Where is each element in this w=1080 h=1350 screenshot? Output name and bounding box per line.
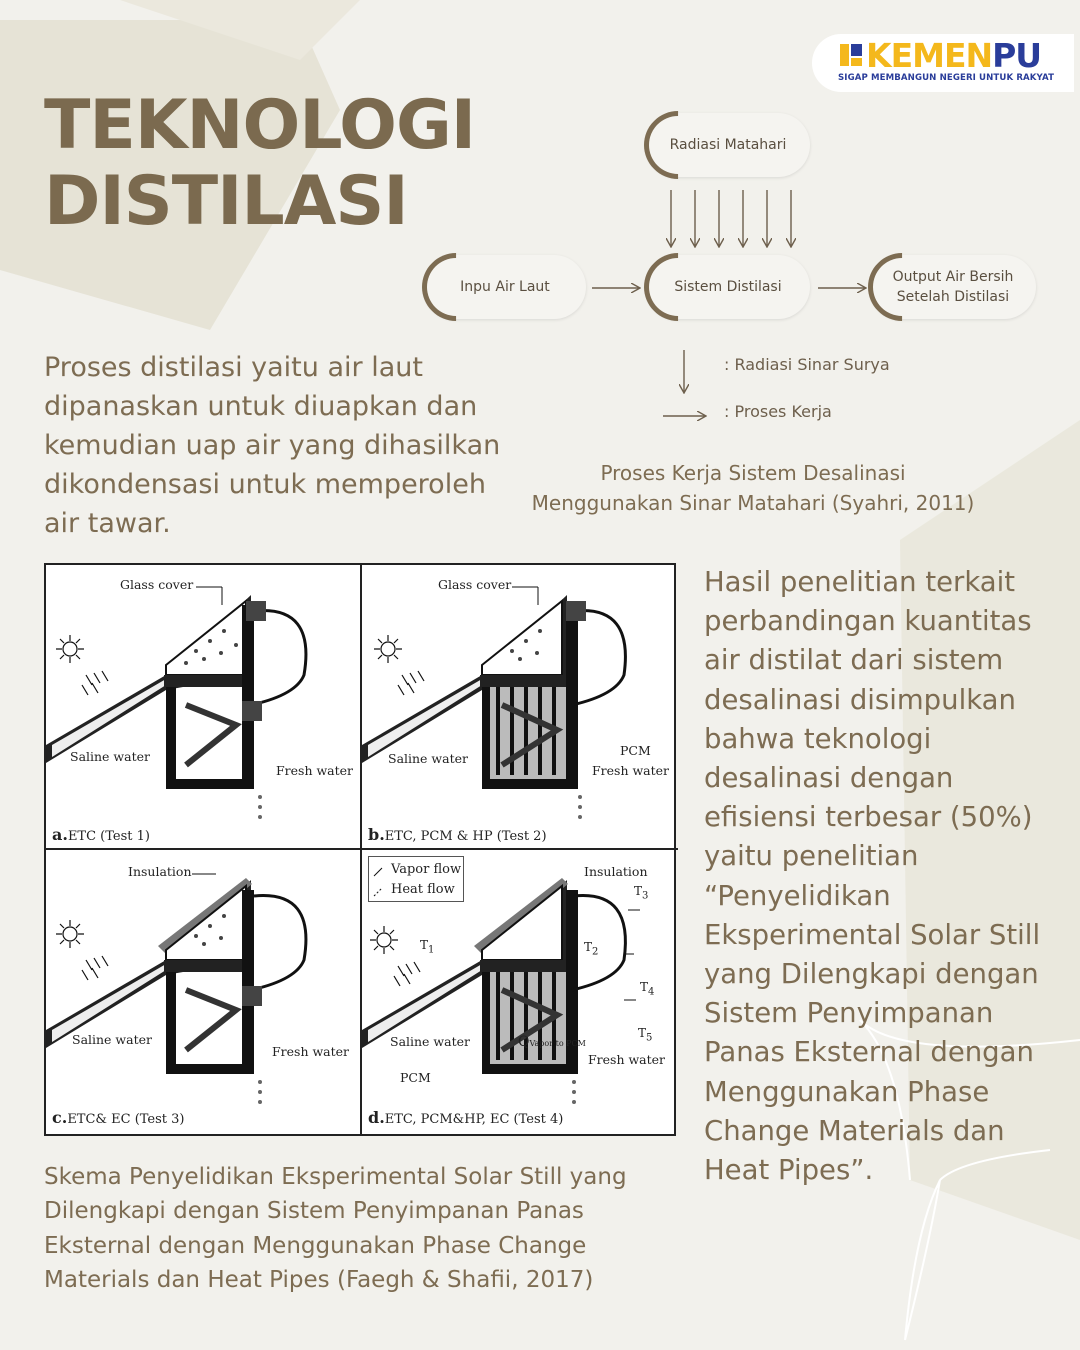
intro-paragraph: Proses distilasi yaitu air laut dipanaskan untuk diuapkan dan kemudian uap air yang dihasilkan dikondensasi untuk memperoleh air tawar. [44, 352, 501, 539]
legend-vapor-flow: Vapor flow [391, 862, 462, 877]
figure-panel-b [362, 565, 678, 850]
figure-panel-d [362, 850, 678, 1135]
logo-tagline: SIGAP MEMBANGUN NEGERI UNTUK RAKYAT [838, 73, 1055, 83]
pill-input-air-laut: Inpu Air Laut [424, 255, 586, 319]
flow-caption-line-2: Menggunakan Sinar Matahari (Syahri, 2011) [531, 491, 975, 515]
panel-caption-c: c.ETC& EC (Test 3) [52, 1108, 185, 1127]
label-glass-cover-b: Glass cover [438, 577, 512, 592]
label-pcm-d: PCM [400, 1070, 431, 1085]
legend-process: : Proses Kerja [724, 402, 832, 421]
legend-radiation: : Radiasi Sinar Surya [724, 355, 890, 374]
logo-wordmark: KEMENPU [866, 36, 1042, 75]
solar-still-drawing-a [46, 565, 362, 850]
flow-caption-line-1: Proses Kerja Sistem Desalinasi [600, 461, 906, 485]
panel-caption-b: b.ETC, PCM & HP (Test 2) [368, 825, 547, 844]
label-pcm-b: PCM [620, 743, 651, 758]
label-insulation-d: Insulation [584, 864, 648, 879]
figure-panel-c [46, 850, 362, 1135]
figure-caption: Skema Penyelidikan Eksperimental Solar Still yang Dilengkapi dengan Sistem Penyimpanan Panas Eksternal dengan Menggunakan Phase Change Materials dan Heat Pipes (Faegh & Shafii, 2017) [44, 1164, 627, 1293]
label-t2: $T_2$ [584, 940, 599, 958]
title-line-1: TEKNOLOGI [44, 86, 476, 165]
panel-caption-d: d.ETC, PCM&HP, EC (Test 4) [368, 1108, 564, 1127]
label-t1: $T_1$ [420, 938, 435, 956]
legend-heat-flow: Heat flow [391, 882, 455, 897]
label-saline-water-c: Saline water [72, 1032, 152, 1047]
label-insulation-c: Insulation [128, 864, 192, 879]
label-glass-cover-a: Glass cover [120, 577, 194, 592]
label-saline-water-d: Saline water [390, 1034, 470, 1049]
panel-caption-a: a.ETC (Test 1) [52, 825, 150, 844]
title-line-2: DISTILASI [44, 162, 408, 241]
results-paragraph: Hasil penelitian terkait perbandingan kuantitas air distilat dari sistem desalinasi disimpulkan bahwa teknologi desalinasi dengan efisiensi terbesar (50%) yaitu penelitian “Penyelidikan Eksperimental Solar Still yang Dilengkapi dengan Sistem Penyimpanan Panas Eksternal dengan Menggunakan Phase Change Materials dan Heat Pipes”. [704, 566, 1041, 1187]
figure-legend [368, 856, 464, 902]
output-line-1: Output Air Bersih [892, 269, 1014, 285]
label-saline-water-a: Saline water [70, 749, 150, 764]
label-fresh-water-a: Fresh water [276, 763, 354, 778]
label-fresh-water-c: Fresh water [272, 1044, 350, 1059]
pill-radiasi-matahari: Radiasi Matahari [646, 113, 810, 177]
label-fresh-water-d: Fresh water [588, 1052, 666, 1067]
label-t4: $T_4$ [640, 980, 655, 998]
label-fresh-water-b: Fresh water [592, 763, 670, 778]
label-t5: $T_5$ [638, 1026, 653, 1044]
label-saline-water-b: Saline water [388, 751, 468, 766]
label-t3: $T_3$ [634, 884, 649, 902]
solar-still-drawing-b [362, 565, 678, 850]
output-line-2: Setelah Distilasi [896, 289, 1010, 305]
figure-panel-a [46, 565, 362, 850]
flow-diagram-caption [520, 458, 986, 518]
pill-sistem-distilasi: Sistem Distilasi [646, 255, 810, 319]
solar-still-drawing-c [46, 850, 362, 1135]
label-q-vapor: QVapor to PCM [518, 1034, 586, 1050]
solar-still-figure [44, 563, 676, 1136]
